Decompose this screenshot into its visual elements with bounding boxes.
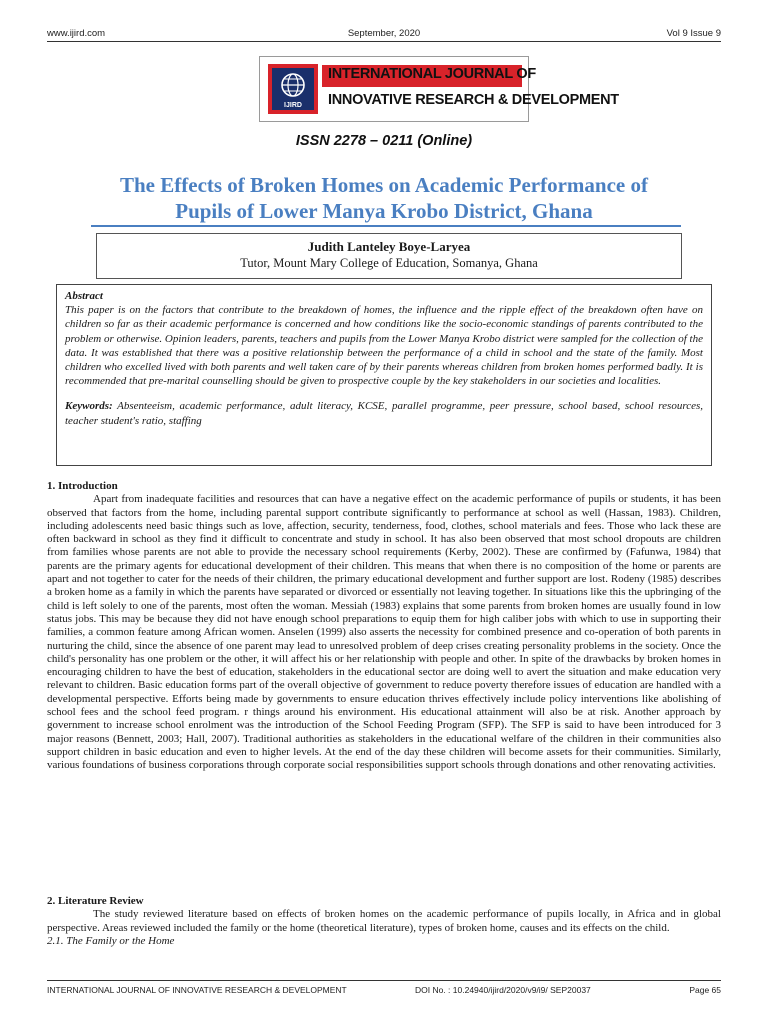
abstract-text: This paper is on the factors that contribute to the breakdown of homes, the influence and the ripple effect of the breakdown often have on children so far as their academic performance is concerned and how conditions like the socio-economic standings of parents contributed to the problem or otherwise. Opinion leaders, parents, teachers and pupils from the Lower Manya Krobo district were sampled for the collection of the data. It was established that there was a positive relationship between the performance of a child in school and the state of the family. Most children who excelled lived with both parents and well taken care of by their parents whereas children from broken homes performed badly. It is recommended that pre-marital counselling should be given to prospective couple by the key stakeholders in our societies and localities.: [65, 304, 703, 388]
emblem-text: IJIRD: [284, 102, 302, 109]
author-affiliation: Tutor, Mount Mary College of Education, Somanya, Ghana: [240, 256, 538, 270]
subsection-heading: 2.1. The Family or the Home: [47, 934, 175, 947]
globe-emblem-icon: [267, 63, 319, 115]
footer-page: Page 65: [689, 985, 721, 995]
keywords-text: Absenteeism, academic performance, adult literacy, KCSE, parallel programme, peer pressure, school based, school resources, teacher student's ratio, staffing: [65, 400, 703, 427]
issn: ISSN 2278 – 0211 (Online): [295, 133, 473, 149]
footer-rule: [47, 980, 721, 981]
intro-paragraph: Apart from inadequate facilities and resources that can have a negative effect on the academic performance of pupils or students, it has been observed that factors from the home, including parental support contribute significantly to performance at school as well (Hassan, 1983). Children, including adolescents need basic things such as love, affection, security, tenderness, food, clothes, school materials and fees. Those who lack these are often backward in school as they find it difficult to concentrate and study in school. It has also been observed that most school dropouts are children from families whose parents are not able to provide the necessary school requirements (Kerby, 2002). These are confirmed by (Fafunwa, 1984) that parents are the primary agents for educational development of their children. This means that when there is no composition of the home or parents are apart and not together to cater for the needs of their children, the primary educational development and further support are lost. Rodeny (1985) describes a broken home as a family in which the parents have separated or divorced or essentially not leaving together. In situations like this the upbringing of the child is left solely to one of the parents, most often the woman. Messiah (1983) explains that some parents from broken homes are usually found in low status jobs. This may be because they did not have enough school preparations to equip them for high caliber jobs with which to use in supporting their families, a common feature among African women. Anselen (1999) also asserts the necessity for combined presence and co-operation of both parents in nurturing the child, since the absence of one parent may lead to unresolved problem of deep crises creating personality problems in the society. Once the child's personality has one problem or the other, it will affect his or her relationship with people and other. In spite of the drawbacks by broken homes in encouraging children to have the best of education, stakeholders in the educational sector are doing well to avert the situation and make education very relevant to children. Basic education forms part of the overall objective of government to reduce poverty therefore issues of education are handled with a developmental perspective. Efforts being made by governments to ensure education thrives effectively include policy interventions like abolishing of school fees and the school feed program. r things around his environment. His educational attainment will also be at risk. Another approach by government to increase school enrolment was the introduction of the School Feeding Program (SFP). The SFP is said to have been introduced for 3 major reasons (Bennett, 2003; Hall, 2007). Traditional authorities as stakeholders in the educational welfare of the children in their communities also support children in basic education and even to higher levels. At the end of the day these children will become assets for their communities. Similarly, various foundations of business corporations through corporate social responsibilities support schools through donations and other renovating activities.: [47, 493, 721, 772]
abstract-box: [56, 284, 712, 466]
journal-logo: [259, 56, 619, 122]
keywords-label: Keywords:: [65, 400, 113, 413]
paper-title: [60, 172, 708, 224]
title-line-1: The Effects of Broken Homes on Academic Performance of: [120, 173, 648, 197]
title-rule: [91, 225, 681, 227]
logo-line-2: INNOVATIVE RESEARCH & DEVELOPMENT: [328, 92, 619, 108]
header-rule: [47, 41, 721, 42]
header-volume: Vol 9 Issue 9: [666, 28, 721, 39]
lit-heading: 2. Literature Review: [47, 895, 144, 907]
title-line-2: Pupils of Lower Manya Krobo District, Ghana: [175, 199, 593, 223]
intro-heading: 1. Introduction: [47, 480, 118, 492]
header-date: September, 2020: [347, 28, 421, 39]
keywords: [65, 399, 703, 427]
logo-line-1: INTERNATIONAL JOURNAL OF: [328, 66, 536, 82]
author-name: Judith Lanteley Boye-Laryea: [307, 239, 471, 254]
abstract-heading: Abstract: [65, 290, 103, 302]
footer-journal: INTERNATIONAL JOURNAL OF INNOVATIVE RESEARCH & DEVELOPMENT: [47, 985, 347, 995]
literature-section: [47, 895, 721, 948]
author-box: [96, 233, 682, 279]
header-site: www.ijird.com: [47, 28, 106, 39]
lit-paragraph: The study reviewed literature based on effects of broken homes on the academic performance of pupils locally, in Africa and in global perspective. Areas reviewed included the family or the home (theoretical literature), types of broken home, causes and its effects on the child.: [47, 908, 721, 934]
introduction-section: [47, 480, 721, 773]
footer-doi: DOI No. : 10.24940/ijird/2020/v9/i9/ SEP20037: [415, 985, 591, 995]
